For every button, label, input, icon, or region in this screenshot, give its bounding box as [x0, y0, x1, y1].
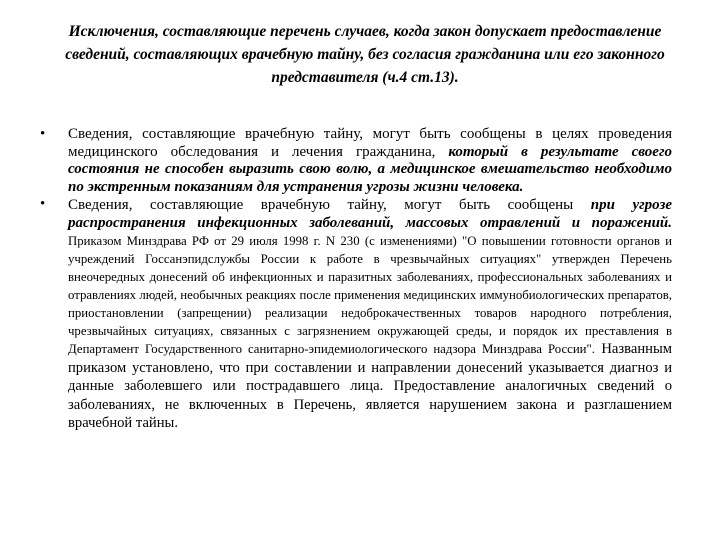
list-item-text [68, 196, 672, 433]
list-item [40, 196, 672, 433]
item-text: Сведения, составляющие врачебную тайну, могут быть сообщены [68, 197, 591, 213]
list-item [40, 126, 672, 196]
item-text: Сведения, составляющие врачебную тайну, могут быть сообщены в целях проведения медицинского обследования и лечения гражданина, [68, 126, 672, 160]
bullet-list [40, 126, 672, 433]
list-item-text [68, 126, 672, 196]
item-order-text: Приказом Минздрава РФ от 29 июля 1998 г. N 230 (с изменениями) "О повышении готовности органов и учреждений Госсанэпидслужбы России к работе в чрезвычайных ситуациях" утвержден Перечень внеочередных донесений об инфекционных и паразитных заболеваниях, профессиональных заболеваниях и отравлениях людей, необычных реакциях после применения медицинских иммунобиологических препаратов, приостановлении (запрещении) реализации недоброкачественных товаров народного потребления, чрезвычайных ситуациях, связанных с загрязнением окружающей среды, и порядок их преставления в Департамент Государственного санитарно-эпидемиологического надзора Минздрава России". [68, 234, 672, 356]
slide-title: Исключения, составляющие перечень случаев, когда закон допускает предоставление сведений, составляющих врачебную тайну, без согласия гражданина или его законного представителя (ч.4 ст.13). [65, 23, 665, 86]
bullet-marker: • [40, 196, 46, 212]
bullet-marker: • [40, 126, 46, 142]
item-conclusion-text: Названным приказом установлено, что при составлении и направлении донесений указывается диагноз и данные заболевшего или пострадавшего лица. Предоставление аналогичных сведений о заболеваниях, не включенных в Перечень, является нарушением закона и разглашением врачебной тайны. [68, 341, 673, 431]
item-emphasis: при угрозе распространения инфекционных заболеваний, массовых отравлений и поражений. [68, 197, 672, 231]
item-emphasis: который в результате своего состояния не способен выразить свою волю, а медицинское вмешательство необходимо по экстренным показаниям для устранения угрозы жизни человека. [68, 143, 672, 195]
